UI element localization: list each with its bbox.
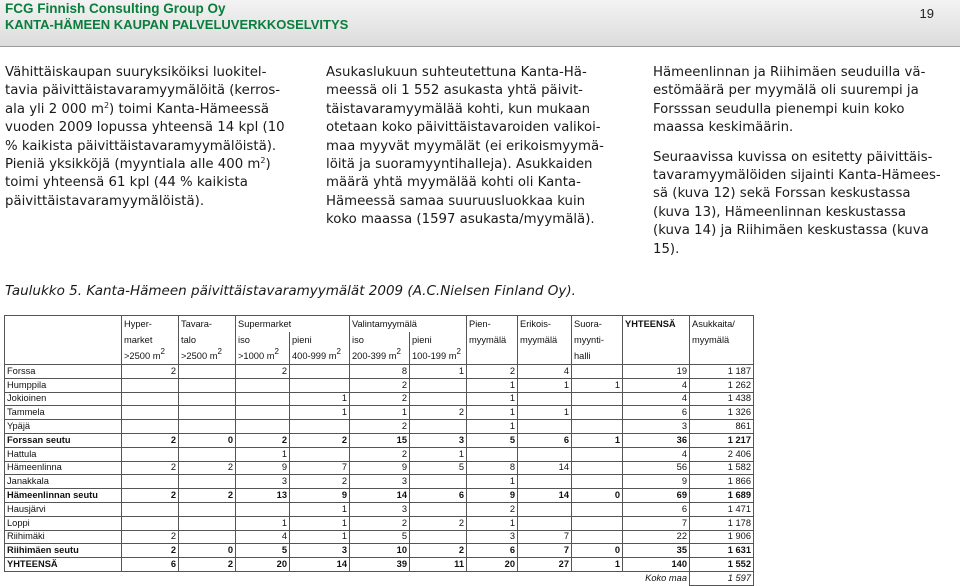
table-cell	[290, 365, 350, 379]
table-cell: 6	[623, 502, 690, 516]
table-cell	[290, 447, 350, 461]
header-super-pieni-3: 400-999 $m^2$	[290, 348, 350, 365]
table-cell: 4	[518, 365, 572, 379]
header-super-pieni: pieni	[290, 332, 350, 348]
text-line: estömäärä per myymälä oli suurempi ja	[653, 83, 919, 99]
table-cell: 3	[290, 544, 350, 558]
row-label: Humppila	[5, 378, 122, 392]
header-asukkaita: Asukkaita/	[690, 316, 754, 333]
table-cell: 7	[518, 530, 572, 544]
header-cell	[5, 332, 122, 348]
table-cell	[410, 475, 467, 489]
table-cell	[290, 378, 350, 392]
table-cell	[122, 406, 179, 420]
table-cell: 2	[410, 406, 467, 420]
table-cell: 22	[623, 530, 690, 544]
table-row	[5, 447, 754, 461]
text-line: löitä ja suoramyyntihalleja). Asukkaiden	[326, 157, 593, 173]
header-super-iso-3: >1000 $m^2$	[236, 348, 290, 365]
text-line: 15).	[653, 241, 680, 257]
table-cell: 1	[572, 378, 623, 392]
table-cell: 2	[179, 558, 236, 572]
table-cell	[179, 406, 236, 420]
table-cell: 9	[350, 461, 410, 475]
header-super-iso: iso	[236, 332, 290, 348]
table-cell: 3	[350, 502, 410, 516]
text-line: tavaramyymälöiden sijainti Kanta-Hämees-	[653, 168, 941, 184]
table-cell: 5	[410, 461, 467, 475]
table-cell	[572, 475, 623, 489]
header-hyper: Hyper-	[122, 316, 179, 333]
header-valintamyymala: Valintamyymälä	[350, 316, 467, 333]
table-cell: 2	[290, 433, 350, 447]
header-cell	[5, 348, 122, 365]
table-cell: 2	[236, 433, 290, 447]
table-cell: 4	[623, 447, 690, 461]
table-cell: 1 552	[690, 558, 754, 572]
table-cell: 2	[122, 461, 179, 475]
table-cell	[122, 392, 179, 406]
table-caption: Taulukko 5. Kanta-Hämeen päivittäistavaramyymälät 2009 (A.C.Nielsen Finland Oy).	[5, 283, 576, 299]
table-cell: 3	[623, 420, 690, 434]
table-cell	[410, 530, 467, 544]
table-cell: 7	[623, 516, 690, 530]
table-cell: 2	[236, 365, 290, 379]
header-val-pieni: pieni	[410, 332, 467, 348]
table-cell: 1	[236, 447, 290, 461]
row-label: Loppi	[5, 516, 122, 530]
table-cell: 2	[290, 475, 350, 489]
table-cell: 1	[290, 502, 350, 516]
table-cell	[572, 392, 623, 406]
table-cell: 10	[350, 544, 410, 558]
table-cell	[179, 365, 236, 379]
page-number: 19	[919, 6, 934, 21]
table-row	[5, 502, 754, 516]
table-cell	[518, 502, 572, 516]
table-cell: 14	[350, 489, 410, 503]
row-label: Forssan seutu	[5, 433, 122, 447]
table-row	[5, 489, 754, 503]
table-cell	[410, 502, 467, 516]
table-cell	[572, 406, 623, 420]
table-cell: 1	[467, 420, 518, 434]
table-cell	[179, 447, 236, 461]
stores-table	[4, 315, 754, 586]
table-cell: 36	[623, 433, 690, 447]
table-cell: 9	[236, 461, 290, 475]
table-footer	[5, 571, 754, 585]
row-label: Forssa	[5, 365, 122, 379]
table-cell: 2	[350, 420, 410, 434]
table-cell: 4	[623, 392, 690, 406]
table-cell: 2	[467, 502, 518, 516]
table-cell: 1 262	[690, 378, 754, 392]
table-cell: 0	[179, 544, 236, 558]
header-erikoismyymala: Erikois-	[518, 316, 572, 333]
table-cell: 6	[122, 558, 179, 572]
table-cell: 69	[623, 489, 690, 503]
table-cell	[122, 378, 179, 392]
text-line: otetaan koko päivittäistavaroiden valikoi-	[326, 120, 601, 136]
table-cell: 20	[236, 558, 290, 572]
row-label: YHTEENSÄ	[5, 558, 122, 572]
table-cell: 1 906	[690, 530, 754, 544]
text-line: toimi yhteensä 61 kpl (44 % kaikista	[5, 175, 248, 191]
table-cell: 1	[467, 516, 518, 530]
text-line: määrä yhtä myymälää kohti oli Kanta-	[326, 175, 581, 191]
table-cell: 861	[690, 420, 754, 434]
table-cell: 3	[467, 530, 518, 544]
table-row	[5, 378, 754, 392]
text-line: vuoden 2009 lopussa yhteensä 14 kpl (10	[5, 120, 285, 136]
table-cell: 1	[410, 365, 467, 379]
table-cell: 4	[236, 530, 290, 544]
table-cell: 2	[350, 378, 410, 392]
table-header	[5, 316, 754, 365]
row-label: Hämeenlinna	[5, 461, 122, 475]
table-cell: 7	[518, 544, 572, 558]
table-cell: 1	[467, 392, 518, 406]
table-cell: 2	[350, 447, 410, 461]
table-cell: 1	[467, 406, 518, 420]
table-cell: 1 438	[690, 392, 754, 406]
row-label: Riihimäen seutu	[5, 544, 122, 558]
text-column-3	[653, 64, 953, 259]
table-cell: 6	[518, 433, 572, 447]
row-label: Tammela	[5, 406, 122, 420]
header-cell	[467, 348, 518, 365]
table-cell	[122, 420, 179, 434]
table-cell	[179, 392, 236, 406]
row-label: Hämeenlinnan seutu	[5, 489, 122, 503]
table-cell	[518, 447, 572, 461]
row-label: Riihimäki	[5, 530, 122, 544]
text-line: Forsssan seudulla pienempi kuin koko	[653, 101, 905, 117]
table-row	[5, 544, 754, 558]
table-cell: 2	[122, 530, 179, 544]
text-line: sä (kuva 12) sekä Forssan keskustassa	[653, 186, 911, 202]
header-cell	[623, 332, 690, 348]
table-cell: 1 178	[690, 516, 754, 530]
table-cell: 1	[467, 378, 518, 392]
table-cell: 1 689	[690, 489, 754, 503]
page-header	[0, 0, 960, 47]
table-cell: 0	[572, 544, 623, 558]
table-cell: 2	[179, 461, 236, 475]
table-row	[5, 558, 754, 572]
table-row	[5, 392, 754, 406]
header-val-iso: iso	[350, 332, 410, 348]
table-cell	[236, 502, 290, 516]
table-cell: 9	[290, 489, 350, 503]
table-cell: 5	[350, 530, 410, 544]
table-cell	[572, 447, 623, 461]
table-cell: 1	[290, 392, 350, 406]
table-cell: 2	[350, 516, 410, 530]
text-line: (kuva 13), Hämeenlinnan keskustassa	[653, 204, 906, 220]
row-label: Hausjärvi	[5, 502, 122, 516]
table-cell: 13	[236, 489, 290, 503]
table-cell: 1	[290, 516, 350, 530]
table-cell: 1 326	[690, 406, 754, 420]
table-row	[5, 420, 754, 434]
text-column-1	[5, 64, 305, 211]
table-cell: 2	[179, 489, 236, 503]
table-cell: 1	[518, 378, 572, 392]
text-line: maassa keskimäärin.	[653, 120, 794, 136]
table-cell: 1	[290, 530, 350, 544]
header-supermarket: Supermarket	[236, 316, 350, 333]
text-line: Vähittäiskaupan suuryksiköiksi luokitel-	[5, 65, 267, 80]
table-cell: 1	[467, 475, 518, 489]
table-cell: 3	[350, 475, 410, 489]
table-cell: 6	[623, 406, 690, 420]
text-line: Pieniä yksikköjä (myyntiala alle 400 $m^2$)	[5, 156, 271, 173]
table-cell	[122, 516, 179, 530]
table-cell: 8	[467, 461, 518, 475]
table-row	[5, 516, 754, 530]
table-cell	[122, 475, 179, 489]
table-row	[5, 365, 754, 379]
header-tavaratalo: Tavara-	[179, 316, 236, 333]
table-cell: 1 631	[690, 544, 754, 558]
table-cell: 39	[350, 558, 410, 572]
header-hyper-2: market	[122, 332, 179, 348]
table-cell	[179, 516, 236, 530]
footer-value: 1 597	[690, 571, 754, 585]
header-cell	[690, 348, 754, 365]
table-cell	[236, 420, 290, 434]
table-cell: 9	[623, 475, 690, 489]
header-asuk-2: myymälä	[690, 332, 754, 348]
header-suora-2: myynti-	[572, 332, 623, 348]
table-cell: 1 217	[690, 433, 754, 447]
table-cell	[572, 461, 623, 475]
header-erik-2: myymälä	[518, 332, 572, 348]
table-cell: 35	[623, 544, 690, 558]
header-cell	[623, 348, 690, 365]
table-cell: 1	[518, 406, 572, 420]
table-cell: 9	[467, 489, 518, 503]
table-cell: 14	[518, 461, 572, 475]
table-cell: 2	[410, 544, 467, 558]
table-cell: 6	[410, 489, 467, 503]
table-cell: 4	[623, 378, 690, 392]
table-cell: 20	[467, 558, 518, 572]
table-cell	[518, 392, 572, 406]
table-cell: 1 582	[690, 461, 754, 475]
text-line: Asukaslukuun suhteutettuna Kanta-Hä-	[326, 65, 587, 80]
table-cell: 1 187	[690, 365, 754, 379]
table-row	[5, 433, 754, 447]
table-cell	[467, 447, 518, 461]
header-tavaratalo-2: talo	[179, 332, 236, 348]
table-cell	[572, 502, 623, 516]
header-suora-3: halli	[572, 348, 623, 365]
table-cell: 7	[290, 461, 350, 475]
text-line: meessä oli 1 552 asukasta yhtä päivit-	[326, 83, 583, 99]
table-cell: 27	[518, 558, 572, 572]
header-brand	[5, 1, 348, 33]
table-row	[5, 406, 754, 420]
text-line: (kuva 14) ja Riihimäen keskustassa (kuva	[653, 223, 929, 239]
row-label: Hattula	[5, 447, 122, 461]
table-cell	[410, 392, 467, 406]
text-line: täistavaramyymälää kohti, kun mukaan	[326, 101, 591, 117]
table-cell	[179, 378, 236, 392]
table-cell: 2	[410, 516, 467, 530]
table-cell: 5	[467, 433, 518, 447]
table-cell: 0	[572, 489, 623, 503]
table-cell	[179, 530, 236, 544]
table-cell: 1	[410, 447, 467, 461]
table-cell: 2	[122, 544, 179, 558]
table-cell: 2	[122, 433, 179, 447]
row-label: Jokioinen	[5, 392, 122, 406]
table-cell: 0	[179, 433, 236, 447]
table-cell	[572, 420, 623, 434]
table-body	[5, 365, 754, 572]
table-cell	[122, 502, 179, 516]
footer-spacer	[5, 571, 623, 585]
table-cell	[290, 420, 350, 434]
table-cell	[572, 516, 623, 530]
header-suoramyyntihalli: Suora-	[572, 316, 623, 333]
text-column-2	[326, 64, 626, 230]
text-line: maa myyvät myymälät (ei erikoismyymä-	[326, 138, 604, 154]
table-cell: 6	[467, 544, 518, 558]
text-line: ala yli 2 000 $m^2$) toimi Kanta-Hämeessä	[5, 100, 270, 117]
text-line: Hämeenlinnan ja Riihimäen seuduilla vä-	[653, 65, 926, 80]
table-cell	[518, 420, 572, 434]
table-cell: 2 406	[690, 447, 754, 461]
table-cell	[236, 406, 290, 420]
table-cell: 1	[236, 516, 290, 530]
table-cell	[410, 378, 467, 392]
table-cell	[236, 378, 290, 392]
table-cell: 1	[572, 433, 623, 447]
table-cell: 5	[236, 544, 290, 558]
table-cell: 1	[572, 558, 623, 572]
table-cell	[518, 475, 572, 489]
table-cell: 1	[290, 406, 350, 420]
table-cell: 14	[518, 489, 572, 503]
table-row	[5, 461, 754, 475]
table-cell: 19	[623, 365, 690, 379]
table-cell: 2	[350, 392, 410, 406]
table-cell	[572, 365, 623, 379]
table-cell: 14	[290, 558, 350, 572]
text-line: % kaikista päivittäistavaramyymälöistä).	[5, 138, 277, 154]
table-cell: 1	[350, 406, 410, 420]
header-cell	[5, 316, 122, 333]
table-cell	[179, 502, 236, 516]
table-row	[5, 475, 754, 489]
table-cell: 2	[122, 365, 179, 379]
header-tav-3: >2500 $m^2$	[179, 348, 236, 365]
table-cell	[179, 475, 236, 489]
header-pienmyymala: Pien-	[467, 316, 518, 333]
table-cell: 11	[410, 558, 467, 572]
header-pien-2: myymälä	[467, 332, 518, 348]
text-line: Hämeessä samaa suuruusluokkaa kuin	[326, 193, 586, 209]
table-cell: 56	[623, 461, 690, 475]
table-cell: 140	[623, 558, 690, 572]
table-row	[5, 530, 754, 544]
footer-label: Koko maa	[645, 573, 687, 584]
company-name: FCG Finnish Consulting Group Oy	[5, 1, 226, 16]
table-cell	[410, 420, 467, 434]
text-line: päivittäistavaramyymälöistä).	[5, 193, 205, 209]
table-cell	[518, 516, 572, 530]
table-cell: 2	[467, 365, 518, 379]
table-cell: 3	[236, 475, 290, 489]
text-line: koko maassa (1597 asukasta/myymälä).	[326, 212, 595, 228]
table-cell: 15	[350, 433, 410, 447]
report-title: KANTA-HÄMEEN KAUPAN PALVELUVERKKOSELVITYS	[5, 17, 349, 32]
text-line: Seuraavissa kuvissa on esitetty päivittäis-	[653, 149, 933, 165]
header-yhteensa: YHTEENSÄ	[623, 316, 690, 333]
table-cell	[179, 420, 236, 434]
header-cell	[518, 348, 572, 365]
table-cell: 3	[410, 433, 467, 447]
row-label: Janakkala	[5, 475, 122, 489]
header-hyper-3: >2500 $m^2$	[122, 348, 179, 365]
text-line: tavia päivittäistavaramyymälöitä (kerros-	[5, 83, 281, 99]
table-cell: 1 866	[690, 475, 754, 489]
table-cell: 2	[122, 489, 179, 503]
table-cell	[572, 530, 623, 544]
table-cell	[236, 392, 290, 406]
table-cell: 1 471	[690, 502, 754, 516]
header-val-pieni-3: 100-199 $m^2$	[410, 348, 467, 365]
table-cell: 8	[350, 365, 410, 379]
header-val-iso-3: 200-399 $m^2$	[350, 348, 410, 365]
row-label: Ypäjä	[5, 420, 122, 434]
table-cell	[122, 447, 179, 461]
